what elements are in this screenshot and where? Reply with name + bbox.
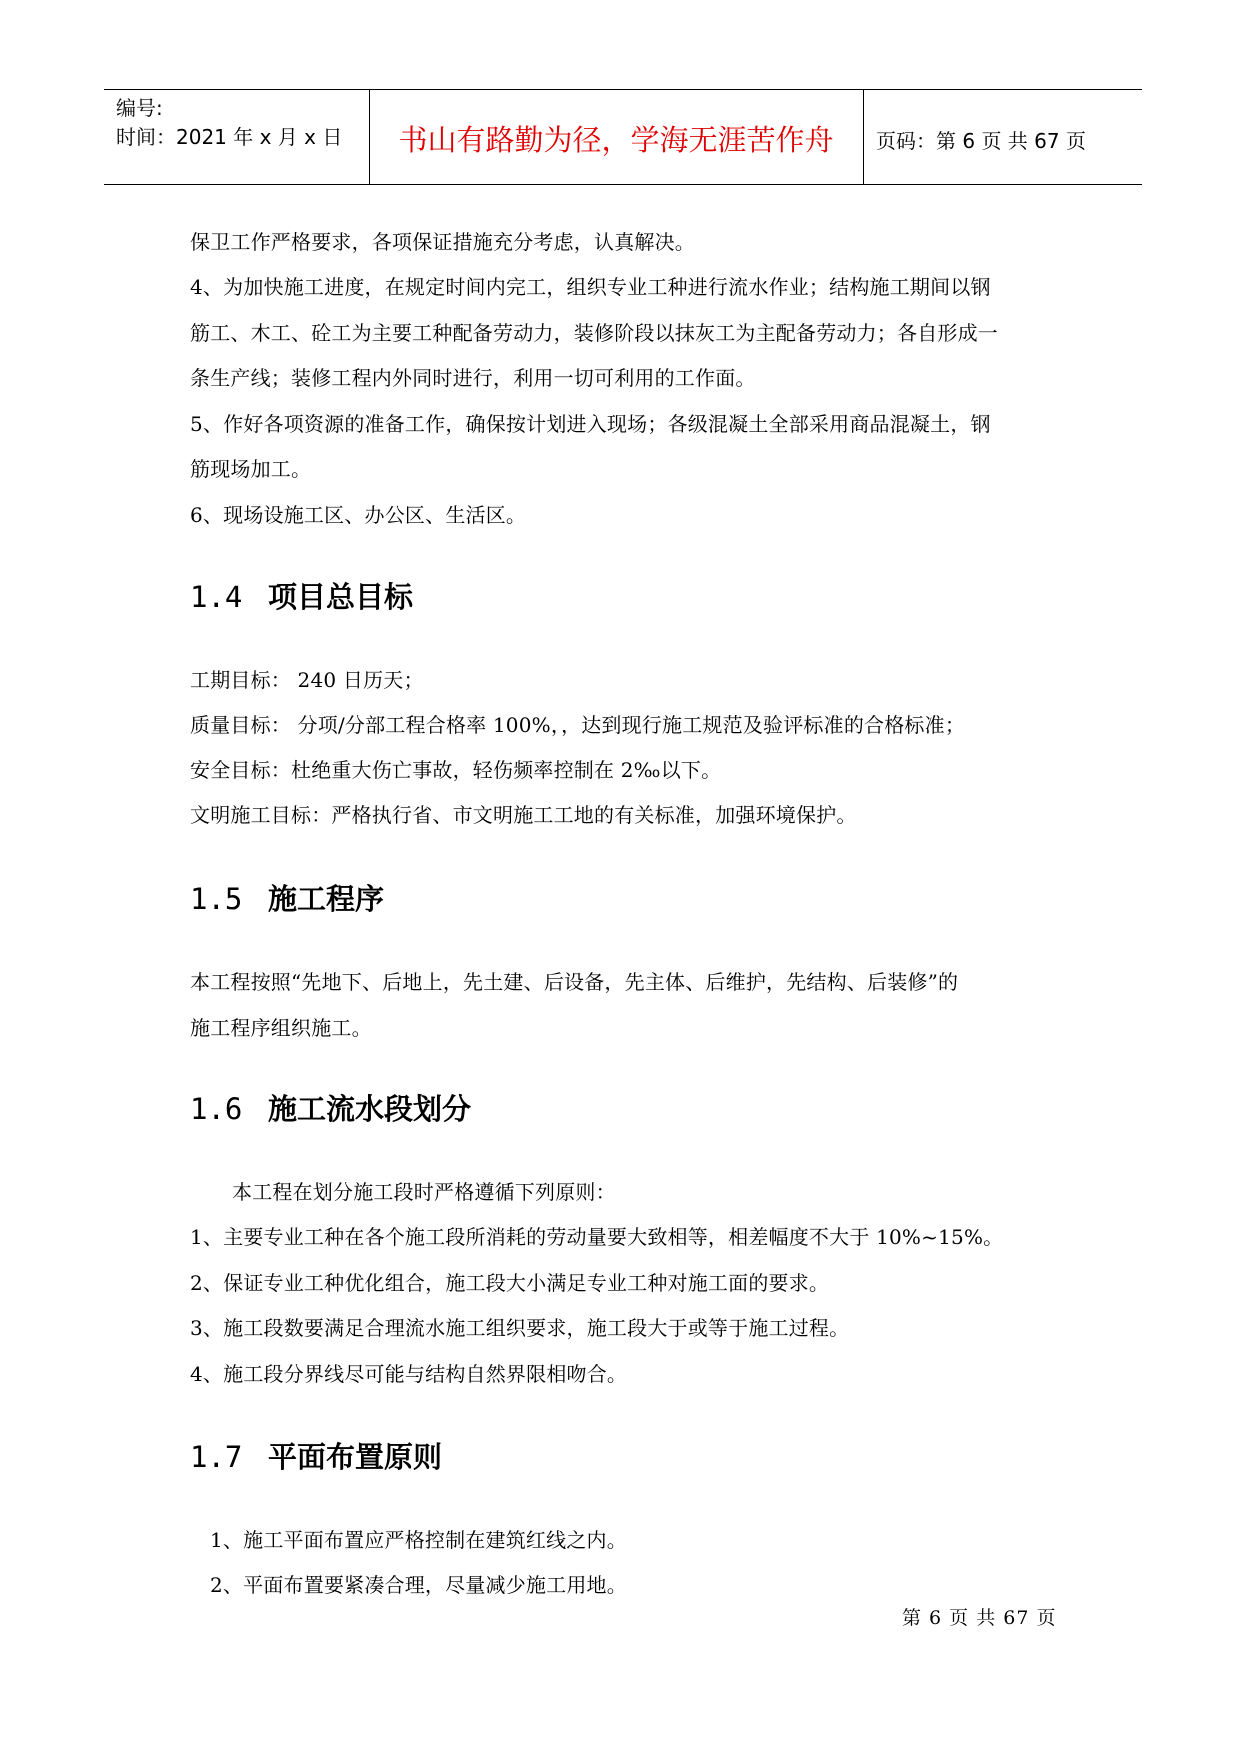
division-rule: 1、主要专业工种在各个施工段所消耗的劳动量要大致相等，相差幅度不大于 10%~15%。 [190,1225,1004,1249]
header-page-label: 页码：第 6 页 共 67 页 [876,129,1086,153]
section-title: 平面布置原则 [268,1440,443,1474]
section-number: 1.4 [190,580,243,614]
goal-item: 文明施工目标：严格执行省、市文明施工工地的有关标准，加强环境保护。 [190,803,857,827]
division-rule: 4、施工段分界线尽可能与结构自然界限相吻合。 [190,1362,628,1386]
body-paragraph: 保卫工作严格要求，各项保证措施充分考虑，认真解决。 [190,230,695,254]
section-heading-1-4 [190,575,413,616]
section-heading-1-7 [190,1435,442,1476]
header-motto: 书山有路勤为径，学海无涯苦作舟 [398,123,834,157]
layout-rule: 2、平面布置要紧凑合理，尽量减少施工用地。 [210,1573,627,1597]
body-paragraph: 筋现场加工。 [190,457,312,481]
procedure-line: 本工程按照“先地下、后地上，先土建、后设备，先主体、后维护，先结构、后装修”的 [190,970,959,994]
body-paragraph: 筋工、木工、砼工为主要工种配备劳动力，装修阶段以抹灰工为主配备劳动力；各自形成一 [190,321,998,345]
section-heading-1-6 [190,1087,471,1128]
goal-item: 质量目标： 分项/分部工程合格率 100%，，达到现行施工规范及验评标准的合格标准； [190,713,966,737]
division-rule: 2、保证专业工种优化组合，施工段大小满足专业工种对施工面的要求。 [190,1271,830,1295]
section-number: 1.7 [190,1440,243,1474]
page-header [104,89,1142,185]
section-title: 项目总目标 [268,580,414,614]
body-paragraph: 条生产线；装修工程内外同时进行，利用一切可利用的工作面。 [190,366,756,390]
section-heading-1-5 [190,877,384,918]
header-time-label: 时间：2021 年 x 月 x 日 [116,125,343,149]
page-footer: 第 6 页 共 67 页 [902,1607,1057,1629]
section-title: 施工流水段划分 [268,1092,472,1126]
section-number: 1.5 [190,882,243,916]
body-paragraph: 5、作好各项资源的准备工作，确保按计划进入现场；各级混凝土全部采用商品混凝土，钢 [190,412,991,436]
body-paragraph: 4、为加快施工进度，在规定时间内完工，组织专业工种进行流水作业；结构施工期间以钢 [190,275,991,299]
header-info-cell [104,90,370,184]
goal-item: 安全目标：杜绝重大伤亡事故，轻伤频率控制在 2‰以下。 [190,758,722,782]
section-title: 施工程序 [268,882,385,916]
body-paragraph: 6、现场设施工区、办公区、生活区。 [190,503,527,527]
procedure-line: 施工程序组织施工。 [190,1016,372,1040]
header-motto-cell [369,90,864,184]
header-number-label: 编号: [116,96,163,120]
division-intro: 本工程在划分施工段时严格遵循下列原则： [232,1180,616,1204]
goal-item: 工期目标： 240 日历天； [190,668,424,692]
layout-rule: 1、施工平面布置应严格控制在建筑红线之内。 [210,1528,627,1552]
header-page-cell [864,90,1142,184]
section-number: 1.6 [190,1092,243,1126]
division-rule: 3、施工段数要满足合理流水施工组织要求，施工段大于或等于施工过程。 [190,1316,850,1340]
